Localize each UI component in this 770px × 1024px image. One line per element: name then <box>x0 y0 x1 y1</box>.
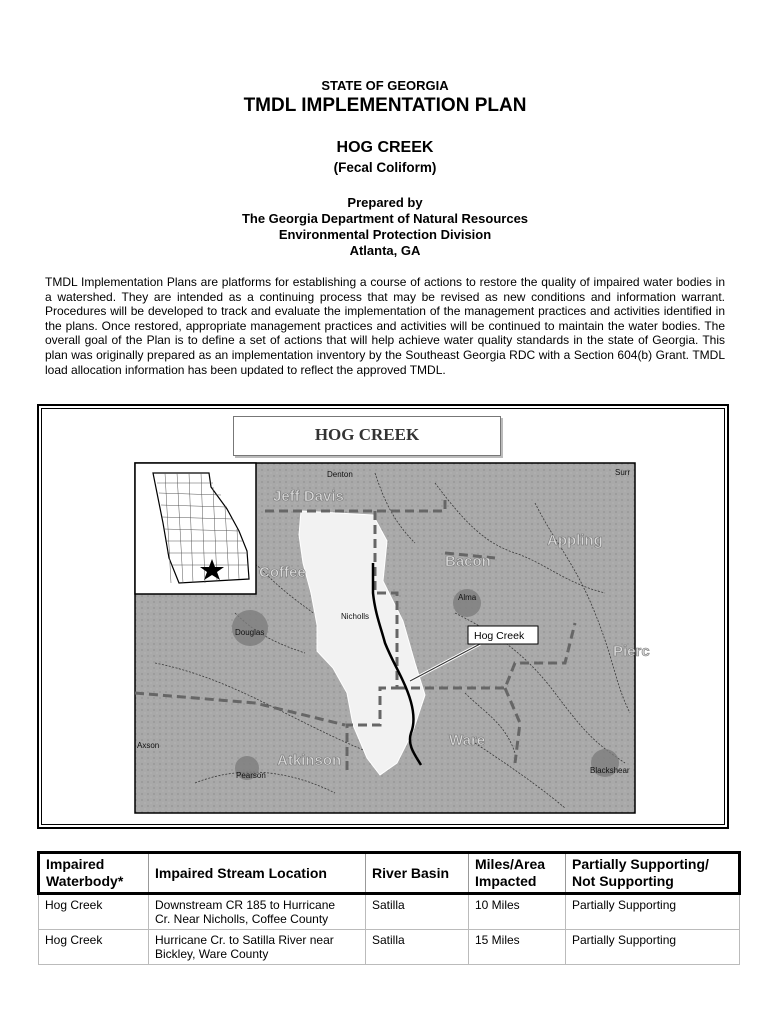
document-title: TMDL IMPLEMENTATION PLAN <box>243 95 527 116</box>
table-row <box>39 930 740 965</box>
intro-paragraph: TMDL Implementation Plans are platforms for establishing a course of actions to restore the quality of impaired water bodies in a watershed. They are intended as a continuing process that may be revised as new conditions and information warrant. Procedures will be developed to track and evaluate the implementation of the management practices and activities identified in the plans. Once restored, appropriate management practices and activities will be continued to maintain the water bodies. The overall goal of the Plan is to define a set of actions that will help achieve water quality standards in the state of Georgia. This plan was originally prepared as an implementation inventory by the Southeast Georgia RDC with a Section 604(b) Grant. TMDL load allocation information has been updated to reflect the approved TMDL. <box>45 275 725 377</box>
header-waterbody-line-1: Impaired <box>46 856 105 872</box>
header-miles-line-1: Miles/Area <box>475 856 546 872</box>
cell-waterbody: Hog Creek <box>39 930 149 965</box>
header-miles <box>469 853 566 894</box>
place-label-douglas: Douglas <box>235 628 265 637</box>
cell-location-line-1: Hurricane Cr. to Satilla River near <box>155 933 334 947</box>
header-basin-label: River Basin <box>372 864 450 881</box>
callout-label: Hog Creek <box>474 630 525 642</box>
cell-location <box>149 930 366 965</box>
place-label-surrency: Surr <box>615 468 631 477</box>
impaired-waterbody-table <box>37 851 741 965</box>
header-location-label: Impaired Stream Location <box>155 864 327 881</box>
table-header-row <box>39 853 740 894</box>
state-heading: STATE OF GEORGIA <box>321 78 449 93</box>
division-name: Environmental Protection Division <box>278 227 492 242</box>
header-waterbody <box>39 853 149 894</box>
watershed-map <box>135 463 650 813</box>
place-label-pearson: Pearson <box>236 771 266 780</box>
county-label-atkinson: Atkinson <box>277 752 342 769</box>
city-name: Atlanta, GA <box>349 243 421 258</box>
place-label-nicholls: Nicholls <box>341 612 370 621</box>
cell-location-line-1: Downstream CR 185 to Hurricane <box>155 898 336 912</box>
place-label-blackshear: Blackshear <box>590 766 630 775</box>
cell-support: Partially Supporting <box>566 894 740 930</box>
county-label-coffee: Coffee <box>259 564 306 581</box>
cell-location-line-2: Bickley, Ware County <box>155 947 269 961</box>
cell-location-line-2: Cr. Near Nicholls, Coffee County <box>155 912 329 926</box>
cell-support: Partially Supporting <box>566 930 740 965</box>
header-miles-line-2: Impacted <box>475 873 537 889</box>
county-label-pierce: Pierc <box>613 643 650 660</box>
cell-waterbody: Hog Creek <box>39 894 149 930</box>
table-row <box>39 894 740 930</box>
cell-basin: Satilla <box>366 930 469 965</box>
header-basin <box>366 853 469 894</box>
prepared-by-label: Prepared by <box>347 195 423 210</box>
header-support <box>566 853 740 894</box>
county-label-jeff-davis: Jeff Davis <box>273 488 344 505</box>
place-label-axson: Axson <box>137 741 160 750</box>
pollutant-subtitle: (Fecal Coliform) <box>333 160 437 175</box>
cell-miles: 10 Miles <box>469 894 566 930</box>
header-waterbody-line-2: Waterbody* <box>46 873 124 889</box>
cell-basin: Satilla <box>366 894 469 930</box>
georgia-inset-map <box>135 463 256 594</box>
county-label-appling: Appling <box>547 532 603 549</box>
header-location <box>149 853 366 894</box>
header-support-line-1: Partially Supporting/ <box>572 856 709 872</box>
county-label-ware: Ware <box>449 732 486 749</box>
map-title: HOG CREEK <box>314 425 420 444</box>
cell-miles: 15 Miles <box>469 930 566 965</box>
place-label-denton: Denton <box>327 470 353 479</box>
waterbody-title: HOG CREEK <box>336 139 434 156</box>
agency-name: The Georgia Department of Natural Resources <box>241 211 529 226</box>
header-support-line-2: Not Supporting <box>572 873 674 889</box>
county-label-bacon: Bacon <box>445 553 491 570</box>
place-label-alma: Alma <box>458 593 477 602</box>
map-title-box <box>233 416 501 456</box>
cell-location <box>149 894 366 930</box>
